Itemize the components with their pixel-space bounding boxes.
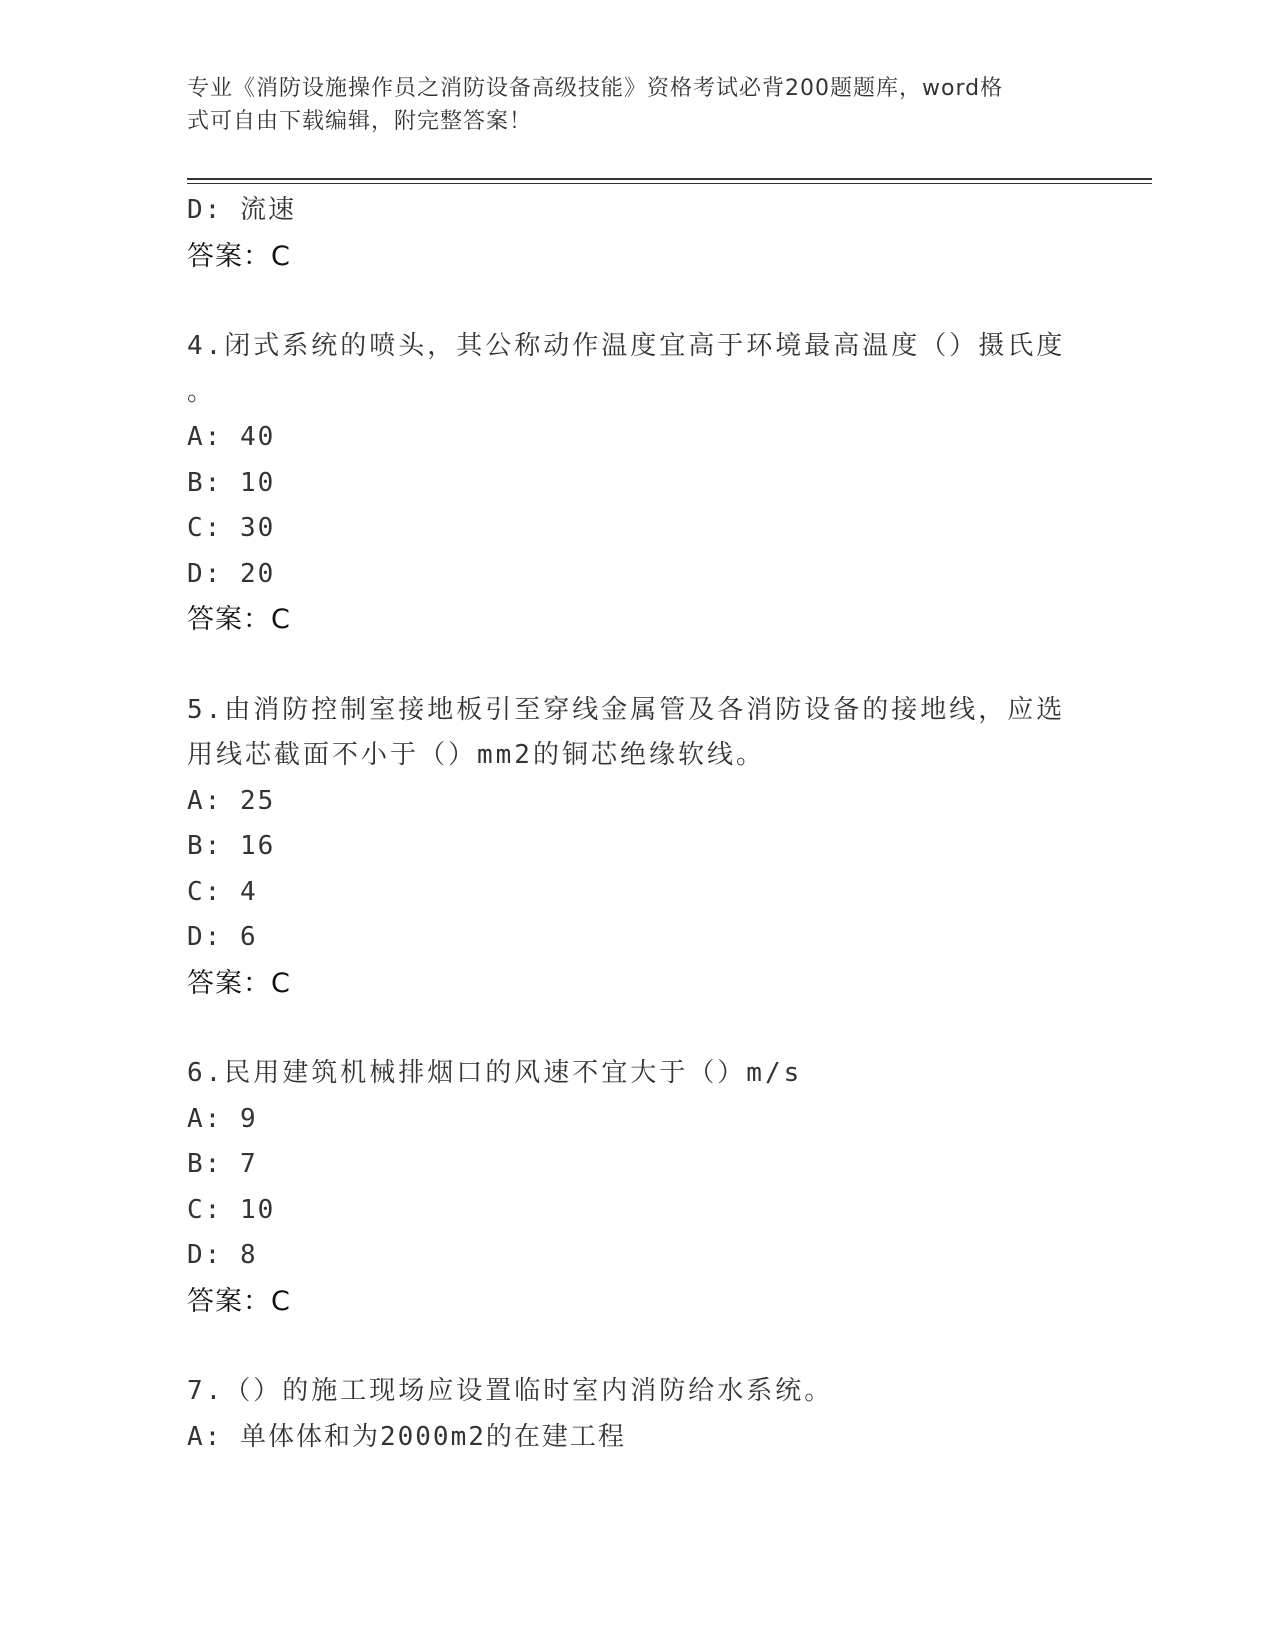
- answer: 答案：C: [187, 967, 291, 999]
- option-a: A: 单体体和为2000m2的在建工程: [187, 1421, 626, 1452]
- option-d: D: 6: [187, 922, 258, 952]
- document-body: [187, 188, 1087, 1460]
- option-c: C: 4: [187, 876, 258, 907]
- option-d: D: 20: [187, 558, 276, 589]
- question-stem: 6.民用建筑机械排烟口的风速不宜大于（）m/s: [187, 1058, 803, 1088]
- option-c: C: 10: [187, 1194, 276, 1225]
- question-stem-cont: 。: [187, 376, 217, 407]
- document-header: [187, 72, 1067, 138]
- option-b: B: 7: [187, 1149, 258, 1179]
- question-stem: 5.由消防控制室接地板引至穿线金属管及各消防设备的接地线，应选: [187, 694, 1066, 725]
- option-d: D: 8: [187, 1240, 258, 1270]
- question-stem: 7.（）的施工现场应设置临时室内消防给水系统。: [187, 1376, 834, 1406]
- answer: 答案：C: [187, 240, 291, 272]
- question-7: [187, 1369, 1087, 1460]
- question-stem-cont: 用线芯截面不小于（）mm2的铜芯绝缘软线。: [187, 740, 765, 770]
- header-divider-thin: [187, 183, 1152, 184]
- question-4: [187, 324, 1087, 643]
- answer: 答案：C: [187, 604, 291, 635]
- answer: 答案：C: [187, 1285, 291, 1317]
- option-c: C: 30: [187, 513, 276, 543]
- option-a: A: 9: [187, 1103, 258, 1134]
- option-d: D: 流速: [187, 195, 296, 225]
- previous-question-tail: [187, 188, 1087, 279]
- header-line-1: 专业《消防设施操作员之消防设备高级技能》资格考试必背200题题库，word格: [187, 76, 1004, 101]
- header-line-2: 式可自由下载编辑，附完整答案！: [187, 109, 533, 134]
- option-b: B: 10: [187, 467, 276, 498]
- question-6: [187, 1051, 1087, 1324]
- option-b: B: 16: [187, 831, 276, 861]
- option-a: A: 25: [187, 785, 276, 816]
- question-5: [187, 688, 1087, 1007]
- question-stem: 4.闭式系统的喷头，其公称动作温度宜高于环境最高温度（）摄氏度: [187, 331, 1066, 361]
- header-divider-thick: [187, 178, 1152, 180]
- option-a: A: 40: [187, 422, 276, 452]
